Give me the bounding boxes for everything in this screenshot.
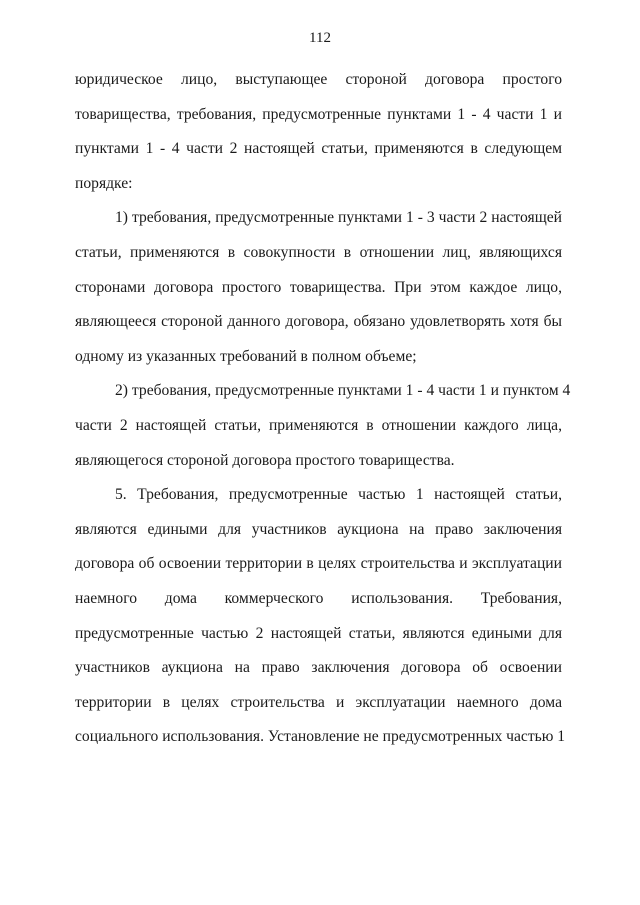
- paragraph-1: [75, 63, 562, 201]
- text-line: статьи, применяются в совокупности в отношении лиц, являющихся: [75, 243, 562, 261]
- text-line: являющегося стороной договора простого товарищества.: [75, 451, 455, 469]
- text-line: части 2 настоящей статьи, применяются в отношении каждого лица,: [75, 416, 562, 434]
- text-line: 1) требования, предусмотренные пунктами 1 - 3 части 2 настоящей: [115, 209, 562, 227]
- text-line: социального использования. Установление не предусмотренных частью 1: [75, 728, 566, 746]
- text-line: пунктами 1 - 4 части 2 настоящей статьи, применяются в следующем: [75, 140, 562, 158]
- text-line: 5. Требования, предусмотренные частью 1 настоящей статьи,: [115, 486, 562, 504]
- paragraph-3: [75, 374, 571, 478]
- paragraph-2: [75, 201, 562, 374]
- text-line: сторонами договора простого товарищества. При этом каждое лицо,: [75, 278, 562, 296]
- text-line: товарищества, требования, предусмотренные пунктами 1 - 4 части 1 и: [75, 105, 562, 123]
- text-line: 2) требования, предусмотренные пунктами 1 - 4 части 1 и пунктом 4: [115, 382, 571, 400]
- document-body: [75, 63, 571, 755]
- text-line: являющееся стороной данного договора, обязано удовлетворять хотя бы: [75, 313, 562, 331]
- text-line: участников аукциона на право заключения договора об освоении: [75, 659, 562, 677]
- paragraph-4: [75, 478, 566, 755]
- text-line: территории в целях строительства и эксплуатации наемного дома: [75, 693, 562, 711]
- text-line: одному из указанных требований в полном объеме;: [75, 347, 417, 365]
- text-line: юридическое лицо, выступающее стороной договора простого: [75, 71, 562, 88]
- text-line: являются едиными для участников аукциона на право заключения: [75, 520, 562, 538]
- text-line: наемного дома коммерческого использования. Требования,: [75, 589, 562, 607]
- text-line: договора об освоении территории в целях строительства и эксплуатации: [75, 555, 562, 573]
- page-number: 112: [309, 30, 331, 46]
- text-line: предусмотренные частью 2 настоящей статьи, являются едиными для: [75, 624, 562, 642]
- text-line: порядке:: [75, 174, 133, 192]
